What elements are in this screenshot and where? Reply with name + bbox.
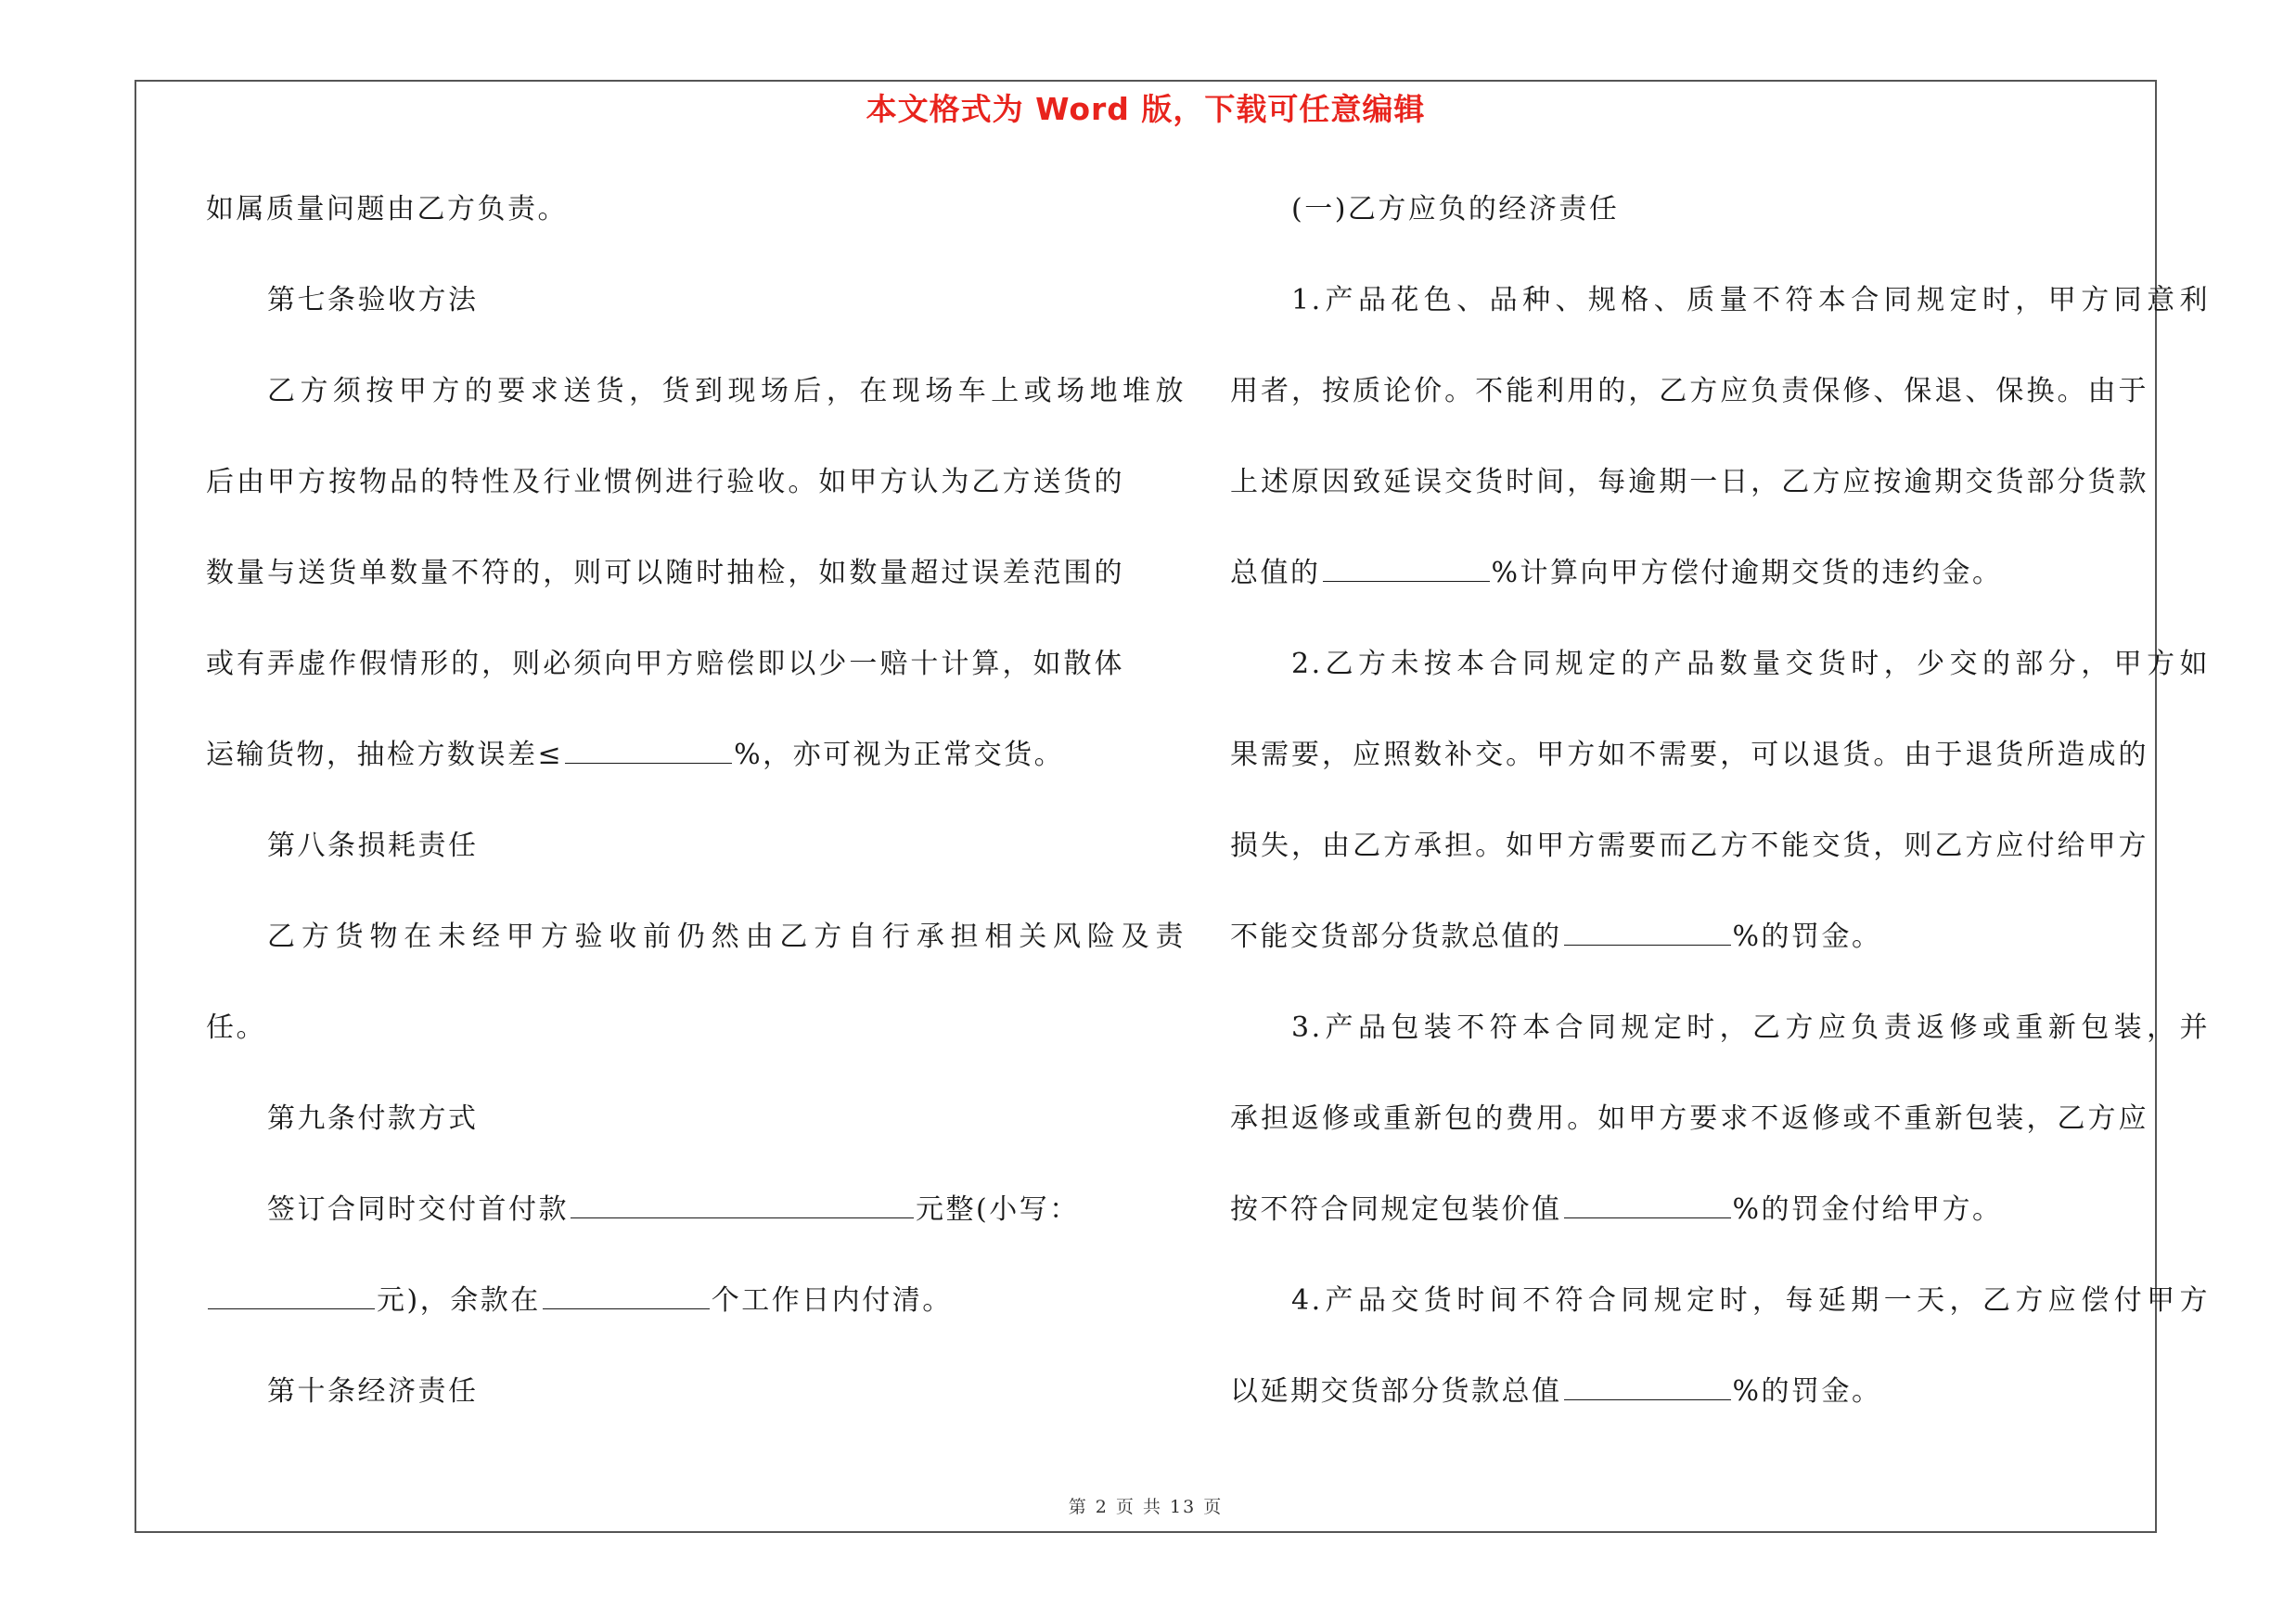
section-heading: 第八条损耗责任	[267, 830, 479, 862]
header-banner: 本文格式为 Word 版，下载可任意编辑	[866, 91, 1426, 127]
line-text: 不能交货部分货款总值的	[1230, 921, 1562, 953]
paragraph-line	[206, 737, 1124, 774]
paragraph-line: 后由甲方按物品的特性及行业惯例进行验收。如甲方认为乙方送货的	[206, 466, 1124, 498]
line-text: %，亦可视为正常交货。	[734, 739, 1065, 771]
paragraph-line	[1230, 1373, 2148, 1410]
paragraph-line: 乙方须按甲方的要求送货，货到现场后，在现场车上或场地堆放	[267, 375, 1186, 407]
paragraph-line: 1.产品花色、品种、规格、质量不符本合同规定时，甲方同意利	[1291, 284, 2210, 316]
paragraph-line: 乙方货物在未经甲方验收前仍然由乙方自行承担相关风险及责	[267, 921, 1186, 953]
fill-in-blank[interactable]	[571, 1193, 914, 1218]
paragraph-line	[1230, 919, 2148, 956]
fill-in-blank[interactable]	[208, 1284, 375, 1309]
paragraph-line	[206, 1191, 1186, 1229]
paragraph-line: 损失，由乙方承担。如甲方需要而乙方不能交货，则乙方应付给甲方	[1230, 830, 2148, 862]
line-text: %计算向甲方偿付逾期交货的违约金。	[1491, 557, 2003, 589]
line-text: %的罚金。	[1732, 921, 1882, 953]
section-heading: 第七条验收方法	[267, 284, 479, 316]
line-text: 总值的	[1230, 557, 1321, 589]
paragraph-line: 用者，按质论价。不能利用的，乙方应负责保修、保退、保换。由于	[1230, 375, 2148, 407]
paragraph-line: 数量与送货单数量不符的，则可以随时抽检，如数量超过误差范围的	[206, 557, 1124, 589]
paragraph-line: 上述原因致延误交货时间，每逾期一日，乙方应按逾期交货部分货款	[1230, 466, 2148, 498]
paragraph-line: 承担返修或重新包的费用。如甲方要求不返修或不重新包装，乙方应	[1230, 1102, 2148, 1135]
paragraph-line: 3.产品包装不符本合同规定时，乙方应负责返修或重新包装，并	[1291, 1011, 2210, 1044]
paragraph-line: 2.乙方未按本合同规定的产品数量交货时，少交的部分，甲方如	[1291, 648, 2210, 680]
fill-in-blank[interactable]	[565, 739, 732, 764]
line-text: %的罚金。	[1732, 1375, 1882, 1408]
line-text: 按不符合同规定包装价值	[1230, 1193, 1562, 1226]
section-heading: 第九条付款方式	[267, 1102, 479, 1135]
paragraph-line	[206, 1282, 1124, 1320]
section-heading: (一)乙方应负的经济责任	[1291, 193, 1620, 225]
paragraph-line: 或有弄虚作假情形的，则必须向甲方赔偿即以少一赔十计算，如散体	[206, 648, 1124, 680]
fill-in-blank[interactable]	[1323, 557, 1490, 582]
paragraph-line: 任。	[206, 1011, 266, 1044]
line-text: 运输货物，抽检方数误差≤	[206, 739, 564, 771]
fill-in-blank[interactable]	[543, 1284, 710, 1309]
fill-in-blank[interactable]	[1564, 921, 1731, 946]
line-text: 个工作日内付清。	[711, 1284, 953, 1317]
line-text: %的罚金付给甲方。	[1732, 1193, 2003, 1226]
line-text: 元)，余款在	[377, 1284, 541, 1317]
line-text: 元整(小写：	[916, 1193, 1080, 1226]
paragraph-line	[1230, 1191, 2148, 1229]
page-number: 第 2 页 共 13 页	[1068, 1497, 1224, 1517]
fill-in-blank[interactable]	[1564, 1375, 1731, 1400]
paragraph-line: 如属质量问题由乙方负责。	[206, 193, 568, 225]
line-text: 签订合同时交付首付款	[267, 1193, 569, 1226]
paragraph-line: 果需要，应照数补交。甲方如不需要，可以退货。由于退货所造成的	[1230, 739, 2148, 771]
fill-in-blank[interactable]	[1564, 1193, 1731, 1218]
paragraph-line	[1230, 555, 2148, 592]
paragraph-line: 4.产品交货时间不符合同规定时，每延期一天，乙方应偿付甲方	[1291, 1284, 2210, 1317]
line-text: 以延期交货部分货款总值	[1230, 1375, 1562, 1408]
section-heading: 第十条经济责任	[267, 1375, 479, 1408]
